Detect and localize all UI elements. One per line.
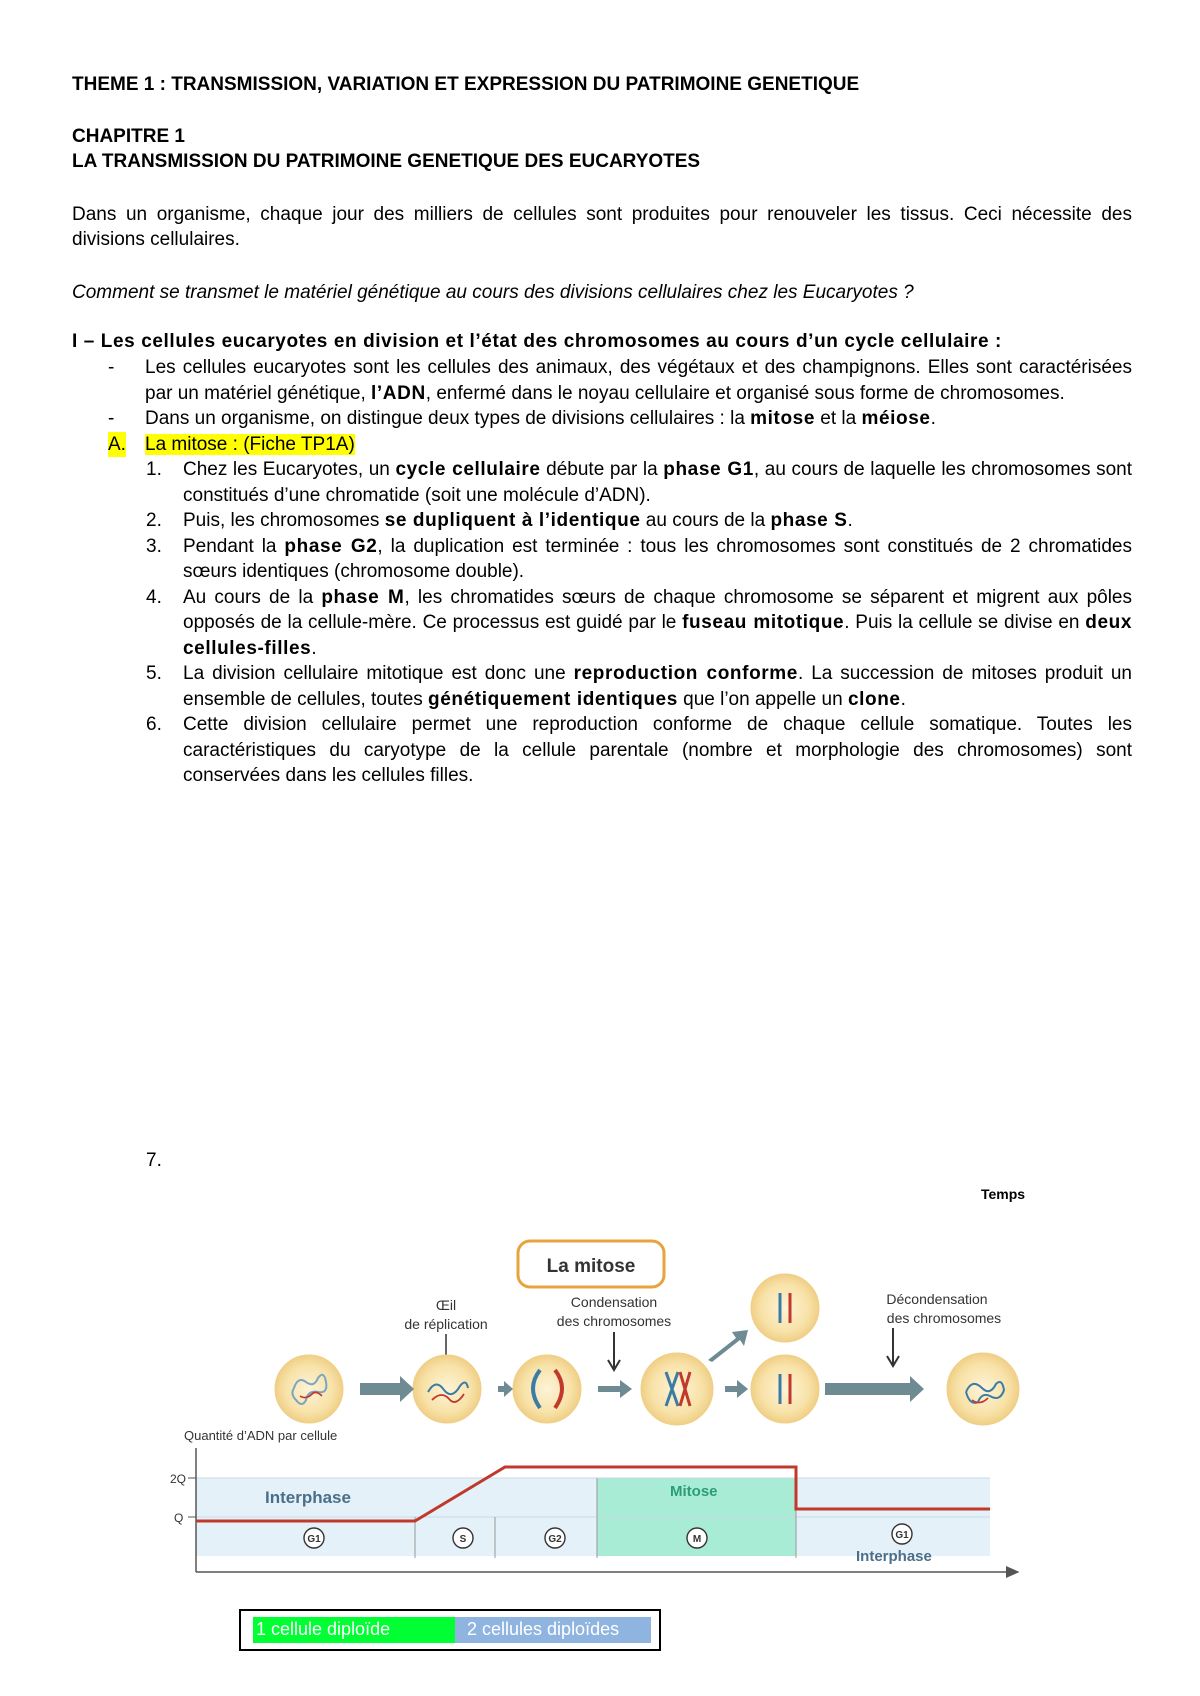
- item4-text-1: Au cours de la: [183, 586, 322, 608]
- item1-text-1: Chez les Eucaryotes, un: [183, 459, 396, 480]
- item4-bold-3: deux cellules-filles: [183, 612, 1133, 659]
- condensation-label-1: Condensation: [570, 1294, 658, 1310]
- dash-marker: -: [108, 408, 115, 429]
- item3-text-2: , la duplication est terminée : tous les chromosomes sont constitués de 2 chromatides sœurs identiques (chromosome double).: [183, 535, 1132, 582]
- dash2-bold-1: mitose: [750, 408, 816, 429]
- svg-text:G1: G1: [307, 1534, 321, 1545]
- cell-final: [947, 1353, 1019, 1425]
- phase-badge-g2: [545, 1528, 565, 1548]
- item1-text-3: , au cours de laquelle les chromosomes sont constitués d’une chromatide (soit une molécule d’ADN).: [183, 459, 1133, 506]
- theme-title: THEME 1 : TRANSMISSION, VARIATION ET EXPRESSION DU PATRIMOINE GENETIQUE: [72, 74, 860, 95]
- legend-box: [239, 1609, 661, 1651]
- item5-text-2: . La succession de mitoses produit un ensemble de cellules, toutes: [183, 663, 1132, 710]
- number-marker: 3.: [146, 535, 162, 557]
- phase-badge-s: [453, 1528, 473, 1548]
- dash1-bold-1: l’ADN: [371, 382, 426, 404]
- item5-bold-2: génétiquement identiques: [428, 688, 678, 710]
- decondensation-label-1: Décondensation: [886, 1291, 988, 1307]
- figure-title: La mitose: [546, 1256, 636, 1277]
- item4-text-3: . Puis la cellule se divise en: [844, 612, 1086, 633]
- condensation-label-2: des chromosomes: [556, 1313, 672, 1329]
- number-marker: 4.: [146, 586, 162, 608]
- item4-bold-2: fuseau mitotique: [682, 612, 845, 633]
- item2-text-2: au cours de la: [640, 510, 771, 531]
- list-item-7-marker: 7.: [146, 1150, 162, 1171]
- item4-text-4: .: [311, 637, 317, 659]
- item5-bold-1: reproduction conforme: [573, 663, 798, 684]
- decondensation-label-2: des chromosomes: [886, 1310, 1002, 1326]
- cell-3-condensation: [513, 1355, 581, 1423]
- dash2-bold-2: méiose: [861, 408, 931, 429]
- phase-badge-g1-right: [892, 1524, 912, 1544]
- phase-badge-g1-left: [304, 1528, 324, 1548]
- y-axis-label: Quantité d’ADN par cellule: [184, 1428, 338, 1443]
- svg-text:G2: G2: [548, 1534, 562, 1545]
- guiding-question: Comment se transmet le matériel génétique au cours des divisions cellulaires chez les Eucaryotes ?: [72, 282, 914, 303]
- section-heading: I – Les cellules eucaryotes en division et l’état des chromosomes au cours d’un cycle cellulaire :: [72, 331, 1002, 352]
- svg-text:G1: G1: [895, 1530, 909, 1541]
- item3-text-1: Pendant la: [183, 535, 285, 557]
- time-label: Temps: [981, 1186, 1026, 1202]
- item4-bold-1: phase M: [321, 586, 405, 608]
- cell-4-metaphase: [641, 1353, 713, 1425]
- item3-bold-1: phase G2: [284, 535, 378, 557]
- mitose-label: Mitose: [670, 1483, 718, 1500]
- svg-text:S: S: [459, 1534, 467, 1545]
- interphase-label-right: Interphase: [856, 1548, 932, 1565]
- dash2-text-2: et la: [815, 408, 862, 429]
- cell-2-replication: [413, 1355, 481, 1423]
- dash2-text-3: .: [930, 408, 936, 429]
- replication-eye-label-1: Œil: [435, 1297, 457, 1313]
- item2-bold-2: phase S: [770, 510, 848, 531]
- dash1-text-2: , enfermé dans le noyau cellulaire et organisé sous forme de chromosomes.: [425, 382, 1065, 404]
- svg-text:M: M: [692, 1534, 702, 1545]
- sub-a-text: La mitose : (Fiche TP1A): [145, 433, 355, 455]
- number-marker: 2.: [146, 510, 162, 531]
- phase-badge-m: [687, 1528, 707, 1548]
- number-marker: 5.: [146, 663, 162, 684]
- item1-bold-2: phase G1: [663, 459, 754, 480]
- y-tick-label-q: Q: [174, 1511, 184, 1525]
- dna-quantity-chart: [170, 1428, 1018, 1572]
- daughter-cell-top: [751, 1274, 819, 1342]
- replication-eye-label-2: de réplication: [404, 1316, 488, 1332]
- number-marker: 6.: [146, 714, 162, 735]
- legend-label-right: 2 cellules diploïdes: [467, 1619, 620, 1639]
- item5-bold-3: clone: [847, 688, 901, 710]
- legend-inner: [253, 1617, 651, 1643]
- item2-text-1: Puis, les chromosomes: [183, 510, 385, 531]
- cell-1: [275, 1355, 343, 1423]
- item5-text-4: .: [900, 688, 906, 710]
- item2-bold-1: se dupliquent à l’identique: [384, 510, 641, 531]
- item2-text-3: .: [847, 510, 853, 531]
- chapter-title: LA TRANSMISSION DU PATRIMOINE GENETIQUE DES EUCARYOTES: [72, 151, 701, 172]
- item6-text: Cette division cellulaire permet une reproduction conforme de chaque cellule somatique. Toutes les caractéristiques du caryotype de la cellule parentale (nombre et morphologie des chromosomes) sont conservées dans les cellules filles.: [183, 714, 1132, 786]
- dash-marker: -: [108, 357, 115, 378]
- item4-text-2: , les chromatides sœurs de chaque chromosome se séparent et migrent aux pôles opposés de la cellule-mère. Ce processus est guidé par le: [183, 586, 1132, 633]
- pointer-arrow-condensation: [608, 1332, 620, 1370]
- y-tick-label-2q: 2Q: [170, 1472, 187, 1486]
- item1-text-2: débute par la: [540, 459, 664, 480]
- chapter-label: CHAPITRE 1: [72, 126, 185, 147]
- alpha-marker: A.: [108, 432, 126, 458]
- pointer-arrow-decondensation: [887, 1328, 899, 1366]
- legend-label-left: 1 cellule diploïde: [256, 1619, 391, 1639]
- daughter-cell-bottom: [751, 1355, 819, 1423]
- interphase-label-left: Interphase: [265, 1488, 351, 1507]
- item5-text-3: que l’on appelle un: [677, 688, 848, 710]
- item5-text-1: La division cellulaire mitotique est donc une: [183, 663, 574, 684]
- dash1-text-1: Les cellules eucaryotes sont les cellules des animaux, des végétaux et des champignons. Elles sont caractérisées par un matériel génétique,: [145, 357, 1132, 404]
- number-marker: 1.: [146, 459, 162, 480]
- dash2-text-1: Dans un organisme, on distingue deux types de divisions cellulaires : la: [145, 408, 751, 429]
- item1-bold-1: cycle cellulaire: [395, 459, 541, 480]
- intro-paragraph: Dans un organisme, chaque jour des milliers de cellules sont produites pour renouveler les tissus. Ceci nécessite des divisions cellulaires.: [72, 204, 1132, 250]
